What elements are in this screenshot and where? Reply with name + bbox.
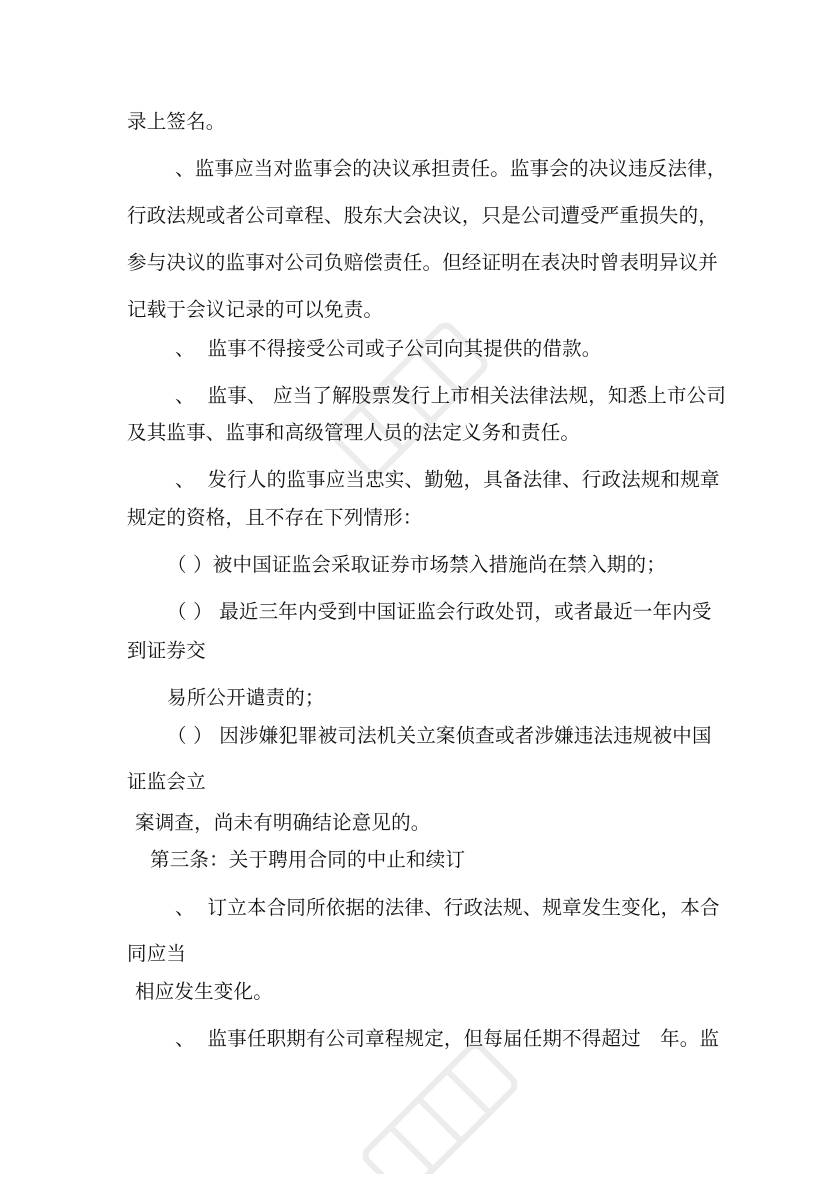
text-line-21: 相应发生变化。 [135, 980, 273, 1003]
text-line-11: （ ）被中国证监会采取证券市场禁入措施尚在禁入期的； [167, 553, 666, 576]
text-line-20: 同应当 [127, 942, 187, 965]
text-line-15: （ ） 因涉嫌犯罪被司法机关立案侦查或者涉嫌违法违规被中国 [167, 724, 712, 747]
text-line-19: 、 订立本合同所依据的法律、行政法规、规章发生变化，本合 [175, 896, 720, 919]
text-line-8: 及其监事、监事和高级管理人员的法定义务和责任。 [127, 421, 581, 444]
text-line-4: 参与决议的监事对公司负赔偿责任。但经证明在表决时曾表明异议并 [127, 251, 719, 274]
text-line-12: （ ） 最近三年内受到中国证监会行政处罚，或者最近一年内受 [167, 600, 712, 623]
text-line-10: 规定的资格，且不存在下列情形： [127, 506, 423, 529]
text-line-17: 案调查，尚未有明确结论意见的。 [135, 811, 431, 834]
text-line-18: 第三条：关于聘用合同的中止和续订 [150, 848, 466, 871]
text-line-3: 行政法规或者公司章程、股东大会决议，只是公司遭受严重损失的， [127, 204, 719, 227]
text-line-14: 易所公开谴责的； [167, 686, 325, 709]
text-line-16: 证监会立 [127, 770, 206, 793]
text-line-9: 、 发行人的监事应当忠实、勤勉，具备法律、行政法规和规章 [175, 468, 720, 491]
text-line-13: 到证券交 [127, 639, 206, 662]
text-line-2: 、监事应当对监事会的决议承担责任。监事会的决议违反法律， [175, 157, 727, 180]
text-line-7: 、 监事、 应当了解股票发行上市相关法律法规，知悉上市公司 [175, 384, 727, 407]
text-line-6: 、 监事不得接受公司或子公司向其提供的借款。 [175, 337, 602, 360]
text-line-22: 、 监事任职期有公司章程规定，但每届任期不得超过 年。监 [175, 1027, 720, 1050]
text-line-5: 记载于会议记录的可以免责。 [127, 298, 384, 321]
text-line-1: 录上签名。 [127, 110, 226, 133]
